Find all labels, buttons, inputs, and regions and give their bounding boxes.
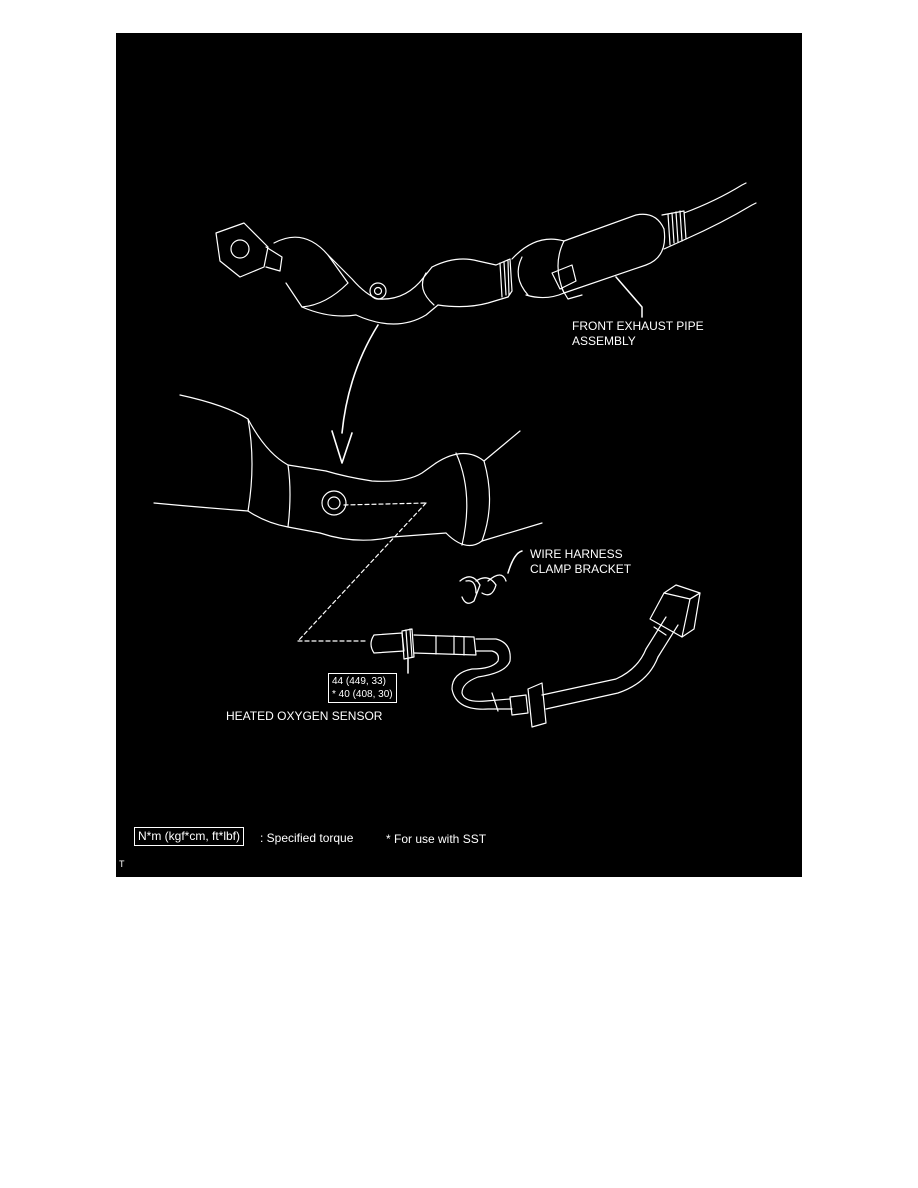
enlarged-pipe-drawing	[154, 395, 542, 641]
sst-note: * For use with SST	[386, 832, 487, 846]
wire-harness-label-line1: WIRE HARNESS	[530, 547, 623, 561]
oxygen-sensor-drawing	[371, 585, 700, 727]
front-exhaust-pipe-label-line1: FRONT EXHAUST PIPE	[572, 319, 704, 333]
torque-sst-value: * 40 (408, 30)	[332, 689, 393, 700]
front-exhaust-pipe-label-line2: ASSEMBLY	[572, 334, 636, 348]
torque-unit-legend: N*m (kgf*cm, ft*lbf)	[134, 827, 244, 846]
wire-harness-label	[530, 547, 631, 577]
torque-standard-value: 44 (449, 33)	[332, 676, 386, 687]
front-exhaust-pipe-drawing	[216, 183, 756, 324]
torque-unit-description: : Specified torque	[260, 831, 354, 845]
wire-harness-label-line2: CLAMP BRACKET	[530, 562, 632, 576]
corner-mark: T	[119, 859, 125, 869]
torque-spec-box	[328, 673, 397, 703]
diagram-panel	[116, 33, 802, 877]
clamp-bracket-drawing	[460, 551, 522, 603]
heated-oxygen-sensor-label: HEATED OXYGEN SENSOR	[226, 709, 383, 723]
front-exhaust-pipe-label	[572, 319, 704, 349]
zoom-arrow	[332, 325, 378, 463]
exhaust-illustration	[116, 33, 802, 877]
